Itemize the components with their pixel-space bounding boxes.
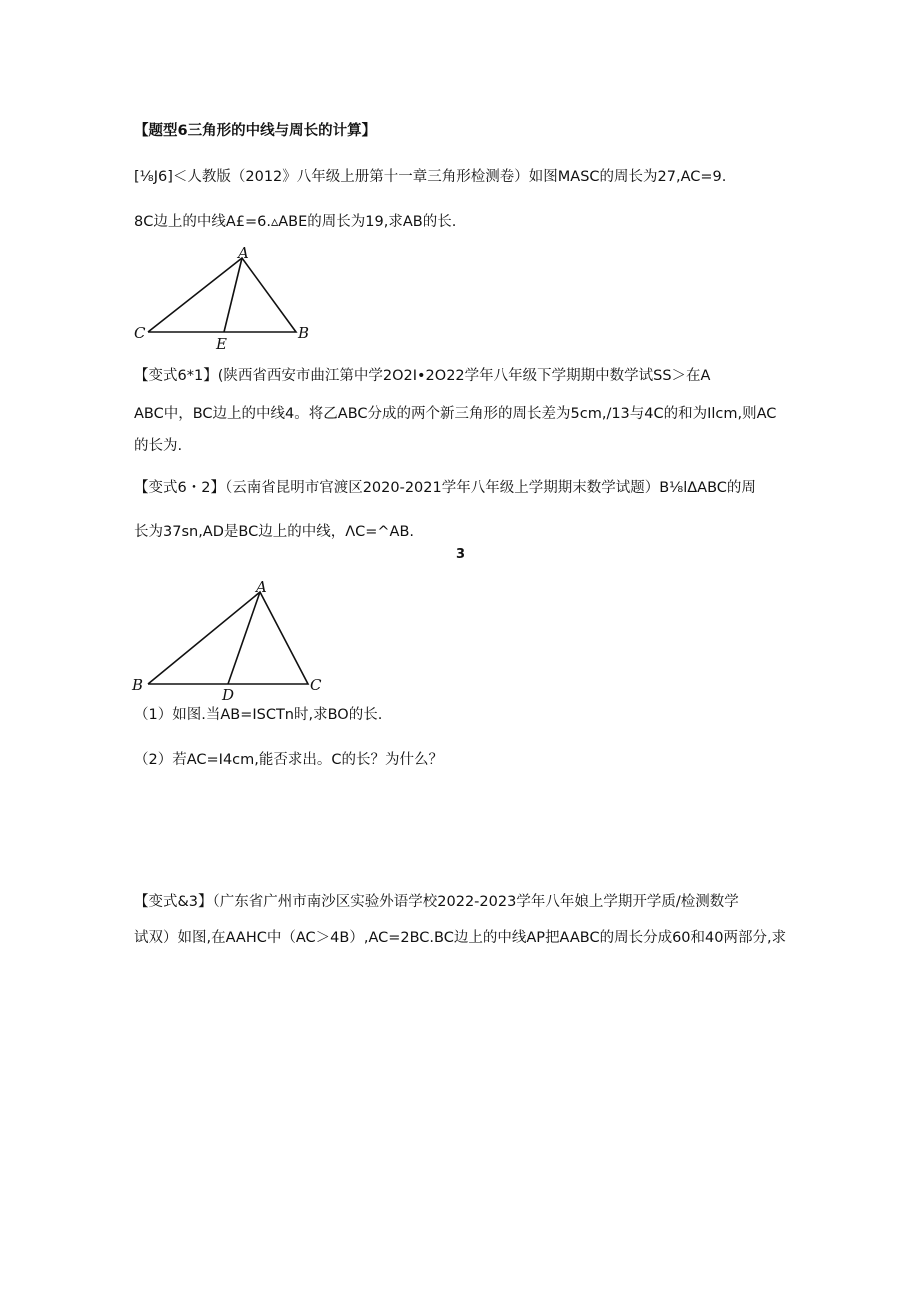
- section-heading: 【题型6三角形的中线与周长的计算】: [134, 123, 377, 139]
- vertex-label-a: A: [256, 578, 267, 596]
- variant1-text-line-2: ABC中，BC边上的中线4。将乙ABC分成的两个新三角形的周长差为5cm,/13与4C的和为Ilcm,则AC: [134, 406, 777, 422]
- vertex-label-a: A: [238, 244, 249, 262]
- triangle-figure-abc-median-ae: [130, 244, 310, 353]
- triangle-figure-abc-median-ad: [126, 578, 330, 702]
- variant2-text-line-2: 长为37sn,AD是BC边上的中线，ΛC=^AB.: [134, 524, 415, 540]
- variant3-text-line-1: 【变式&3】（广东省广州市南沙区实验外语学校2022-2023学年八年娘上学期开学质/检测数学: [134, 894, 739, 910]
- variant1-text-line-1: 【变式6*1】(陕西省西安市曲江第中学2O2I•2O22学年八年级下学期期中数学试SS＞在A: [134, 368, 711, 384]
- triangle-abc-outline: [148, 592, 308, 684]
- vertex-label-c: C: [310, 676, 322, 694]
- variant2-text-line-1: 【变式6・2】（云南省昆明市官渡区2020-2021学年八年级上学期期末数学试题）B⅛lΔABC的周: [134, 480, 756, 496]
- vertex-label-b: B: [132, 676, 144, 694]
- triangle-abc-outline: [148, 258, 296, 332]
- point-label-e: E: [216, 335, 227, 353]
- variant2-question-2: （2）若AC=I4cm,能否求出。C的长？为什么？: [134, 752, 443, 768]
- page-number: 3: [456, 547, 466, 562]
- point-label-d: D: [222, 686, 235, 704]
- variant1-text-line-3: 的长为.: [134, 438, 183, 454]
- variant3-text-line-2: 试双）如图,在AAHC中（AC＞4B）,AC=2BC.BC边上的中线AP把AABC的周长分成60和40两部分,求: [134, 930, 787, 946]
- vertex-label-c: C: [134, 324, 146, 342]
- variant2-question-1: （1）如图.当AB=ISCTn时,求BO的长.: [134, 707, 383, 723]
- vertex-label-b: B: [298, 324, 310, 342]
- example-text-line-1: [⅛J6]＜人教版（2012》八年级上册第十一章三角形检测卷）如图MASC的周长为27,AC=9.: [134, 169, 727, 185]
- example-text-line-2: 8C边上的中线A£=6.▵ABE的周长为19,求AB的长.: [134, 214, 457, 230]
